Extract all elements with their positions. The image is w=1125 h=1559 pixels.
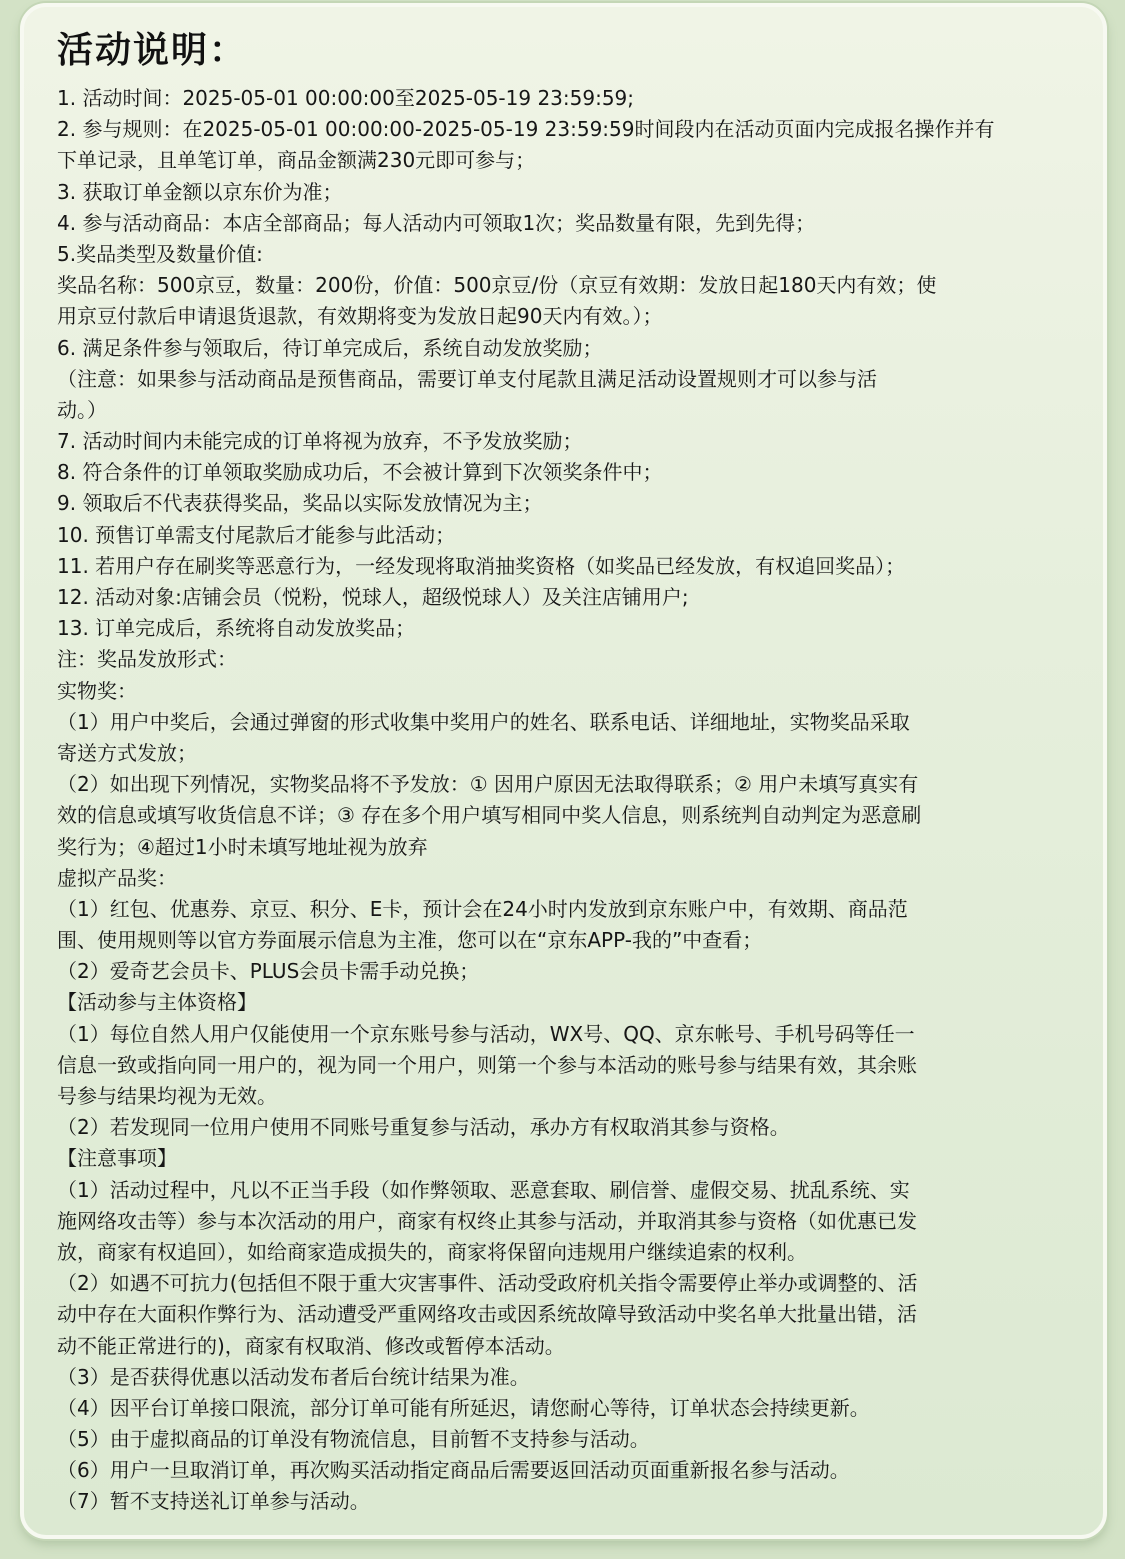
rule-line: （2）爱奇艺会员卡、PLUS会员卡需手动兑换；	[57, 959, 480, 984]
rule-line: （1）红包、优惠券、京豆、积分、E卡，预计会在24小时内发放到京东账户中，有效期、商品范	[57, 896, 908, 921]
rules-content	[57, 83, 1067, 1518]
rule-line: 效的信息或填写收货信息不详；③ 存在多个用户填写相同中奖人信息，则系统判自动判定为恶意刷	[57, 803, 922, 828]
rule-line: 奖行为；④超过1小时未填写地址视为放弃	[57, 834, 428, 859]
rule-line: （1）每位自然人用户仅能使用一个京东账号参与活动，WX号、QQ、京东帐号、手机号码等任一	[57, 1021, 915, 1046]
rule-line: 11. 若用户存在刷奖等恶意行为，一经发现将取消抽奖资格（如奖品已经发放，有权追回奖品）；	[57, 553, 906, 578]
rule-line: 6. 满足条件参与领取后，待订单完成后，系统自动发放奖励；	[57, 335, 603, 360]
rule-line: 虚拟产品奖：	[57, 865, 177, 890]
rule-line: 5.奖品类型及数量价值:	[57, 241, 263, 266]
rule-line: 信息一致或指向同一用户的，视为同一个用户，则第一个参与本活动的账号参与结果有效，其余账	[57, 1052, 917, 1077]
rule-line: 8. 符合条件的订单领取奖励成功后，不会被计算到下次领奖条件中；	[57, 460, 663, 485]
rule-line: 1. 活动时间：2025-05-01 00:00:00至2025-05-19 23:59:59;	[57, 86, 635, 110]
rule-line: （注意：如果参与活动商品是预售商品，需要订单支付尾款且满足活动设置规则才可以参与活	[57, 366, 877, 391]
rule-line: 实物奖：	[57, 678, 137, 703]
rule-line: （2）如出现下列情况，实物奖品将不予发放：① 因用户原因无法取得联系；② 用户未填写真实有	[57, 772, 919, 797]
rule-line: 放，商家有权追回），如给商家造成损失的，商家将保留向违规用户继续追索的权利。	[57, 1239, 807, 1264]
rule-line: 10. 预售订单需支付尾款后才能参与此活动；	[57, 522, 456, 547]
rule-line: （3）是否获得优惠以活动发布者后台统计结果为准。	[57, 1364, 530, 1389]
rule-line: 下单记录，且单笔订单，商品金额满230元即可参与；	[57, 148, 536, 173]
rule-line: （4）因平台订单接口限流，部分订单可能有所延迟，请您耐心等待，订单状态会持续更新。	[57, 1395, 870, 1420]
rule-line: 动中存在大面积作弊行为、活动遭受严重网络攻击或因系统故障导致活动中奖名单大批量出错，活	[57, 1302, 917, 1327]
rule-line: 动不能正常进行的)，商家有权取消、修改或暂停本活动。	[57, 1333, 565, 1358]
rule-line: （2）如遇不可抗力(包括但不限于重大灾害事件、活动受政府机关指令需要停止举办或调整的、活	[57, 1271, 918, 1296]
rule-line: （7）暂不支持送礼订单参与活动。	[57, 1489, 370, 1514]
rule-line: 寄送方式发放；	[57, 740, 197, 765]
rule-line: 12. 活动对象:店铺会员（悦粉，悦球人，超级悦球人）及关注店铺用户;	[57, 585, 689, 609]
rule-line: 动。）	[57, 397, 107, 422]
rule-line: 施网络攻击等）参与本次活动的用户，商家有权终止其参与活动，并取消其参与资格（如优惠已发	[57, 1208, 917, 1233]
rule-line: 4. 参与活动商品：本店全部商品；每人活动内可领取1次；奖品数量有限，先到先得；	[57, 210, 816, 235]
rule-line: 号参与结果均视为无效。	[57, 1084, 277, 1108]
rule-line: 13. 订单完成后，系统将自动发放奖品；	[57, 616, 416, 641]
rule-line: （5）由于虚拟商品的订单没有物流信息，目前暂不支持参与活动。	[57, 1427, 650, 1452]
rule-line: 用京豆付款后申请退货退款，有效期将变为发放日起90天内有效。）；	[57, 304, 663, 329]
rule-line: （6）用户一旦取消订单，再次购买活动指定商品后需要返回活动页面重新报名参与活动。	[57, 1458, 850, 1483]
rule-line: 2. 参与规则：在2025-05-01 00:00:00-2025-05-19 23:59:59时间段内在活动页面内完成报名操作并有	[57, 117, 995, 142]
rule-line: （2）若发现同一位用户使用不同账号重复参与活动，承办方有权取消其参与资格。	[57, 1115, 790, 1140]
rule-line: （1）用户中奖后，会通过弹窗的形式收集中奖用户的姓名、联系电话、详细地址，实物奖品采取	[57, 709, 910, 734]
rule-line: 7. 活动时间内未能完成的订单将视为放弃，不予发放奖励；	[57, 429, 583, 454]
rule-line: 注：奖品发放形式：	[57, 647, 237, 672]
rule-line: 【注意事项】	[57, 1146, 177, 1171]
rule-line: 围、使用规则等以官方券面展示信息为主准，您可以在“京东APP-我的”中查看；	[57, 928, 763, 953]
rule-line: 9. 领取后不代表获得奖品，奖品以实际发放情况为主；	[57, 491, 543, 516]
rule-line: 【活动参与主体资格】	[57, 990, 257, 1015]
rule-line: （1）活动过程中，凡以不正当手段（如作弊领取、恶意套取、刷信誉、虚假交易、扰乱系统、实	[57, 1177, 910, 1202]
rule-line: 奖品名称：500京豆，数量：200份，价值：500京豆/份（京豆有效期：发放日起180天内有效；使	[57, 273, 937, 298]
rule-line: 3. 获取订单金额以京东价为准；	[57, 179, 343, 204]
page-title: 活动说明：	[57, 30, 248, 71]
